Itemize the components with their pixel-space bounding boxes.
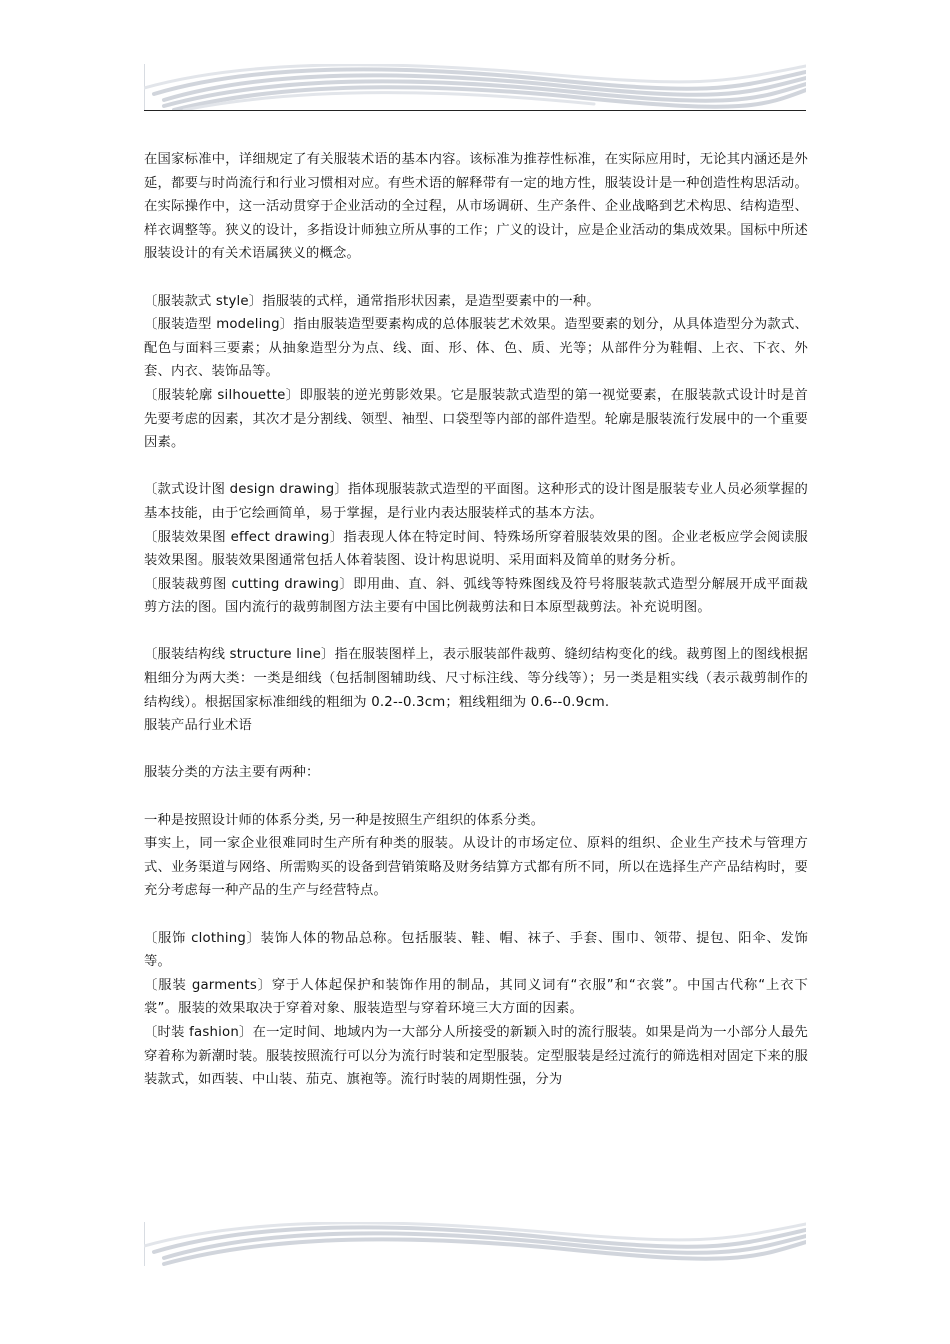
wave-decoration <box>144 64 806 110</box>
term-silhouette: 〔服装轮廓 silhouette〕即服装的逆光剪影效果。它是服装款式造型的第一视觉要素，在服装款式设计时是首先要考虑的因素，其次才是分割线、领型、袖型、口袋型等内部的部件造型。轮廓是服装流行发展中的一个重要因素。 <box>144 387 808 451</box>
term-effect-drawing: 〔服装效果图 effect drawing〕指表现人体在特定时间、特殊场所穿着服装效果的图。企业老板应学会阅读服装效果图。服装效果图通常包括人体着装图、设计构思说明、采用面料及简单的财务分析。 <box>144 529 808 569</box>
term-design-drawing: 〔款式设计图 design drawing〕指体现服装款式造型的平面图。这种形式的设计图是服装专业人员必须掌握的基本技能，由于它绘画简单，易于掌握，是行业内表达服装样式的基本方法。 <box>144 482 808 521</box>
classification-explanation: 事实上，同一家企业很难同时生产所有种类的服装。从设计的市场定位、原料的组织、企业生产技术与管理方式、业务渠道与网络、所需购买的设备到营销策略及财务结算方式都有所不同，所以在选择生产产品结构时，要充分考虑每一种产品的生产与经营特点。 <box>144 836 808 899</box>
term-garments: 〔服装 garments〕穿于人体起保护和装饰作用的制品，其同义词有“衣服”和“衣裳”。中国古代称“上衣下裳”。服装的效果取决于穿着对象、服装造型与穿着环境三大方面的因素。 <box>144 977 808 1017</box>
term-modeling: 〔服装造型 modeling〕指由服装造型要素构成的总体服装艺术效果。造型要素的划分，从具体造型分为款式、配色与面料三要素；从抽象造型分为点、线、面、形、体、色、质、光等；从部件分为鞋帽、上衣、下衣、外套、内衣、装饰品等。 <box>144 317 808 380</box>
term-style: 〔服装款式 style〕指服装的式样，通常指形状因素，是造型要素中的一种。 <box>144 293 600 309</box>
blank-line <box>144 266 808 290</box>
term-clothing: 〔服饰 clothing〕装饰人体的物品总称。包括服装、鞋、帽、袜子、手套、围巾、领带、提包、阳伞、发饰等。 <box>144 930 808 970</box>
blank-line <box>144 455 808 479</box>
blank-line <box>144 738 808 762</box>
blank-line <box>144 785 808 809</box>
document-body <box>144 148 808 1092</box>
wave-decoration <box>144 1222 806 1266</box>
classification-types: 一种是按照设计师的体系分类, 另一种是按照生产组织的体系分类。 <box>144 812 545 828</box>
header-banner <box>144 64 806 111</box>
term-cutting-drawing: 〔服装裁剪图 cutting drawing〕即用曲、直、斜、弧线等特殊图线及符号将服装款式造型分解展开成平面裁剪方法的图。国内流行的裁剪制图方法主要有中国比例裁剪法和日本原型裁剪法。补充说明图。 <box>144 576 808 616</box>
term-structure-line: 〔服装结构线 structure line〕指在服装图样上，表示服装部件裁剪、缝纫结构变化的线。裁剪图上的图线根据粗细分为两大类：一类是细线（包括制图辅助线、尺寸标注线、等分线等）；另一类是粗实线（表示裁剪制作的结构线）。根据国家标准细线的粗细为 0.2--0.3cm；粗线粗细为 0.6--0.9cm. <box>144 647 808 710</box>
footer-banner <box>144 1222 806 1266</box>
blank-line <box>144 903 808 927</box>
term-fashion: 〔时装 fashion〕在一定时间、地域内为一大部分人所接受的新颖入时的流行服装。如果是尚为一小部分人最先穿着称为新潮时装。服装按照流行可以分为流行时装和定型服装。定型服装是经过流行的筛选相对固定下来的服装款式，如西装、中山装、茄克、旗袍等。流行时装的周期性强，分为 <box>144 1024 808 1088</box>
section-heading: 服装产品行业术语 <box>144 718 252 734</box>
blank-line <box>144 620 808 644</box>
paragraph-intro: 在国家标准中，详细规定了有关服装术语的基本内容。该标准为推荐性标准，在实际应用时，无论其内涵还是外延，都要与时尚流行和行业习惯相对应。有些术语的解释带有一定的地方性，服装设计是一种创造性构思活动。在实际操作中，这一活动贯穿于企业活动的全过程，从市场调研、生产条件、企业战略到艺术构思、结构造型、样衣调整等。狭义的设计，多指设计师独立所从事的工作；广义的设计，应是企业活动的集成效果。国标中所述服装设计的有关术语属狭义的概念。 <box>144 152 808 262</box>
classification-intro: 服装分类的方法主要有两种： <box>144 765 320 781</box>
